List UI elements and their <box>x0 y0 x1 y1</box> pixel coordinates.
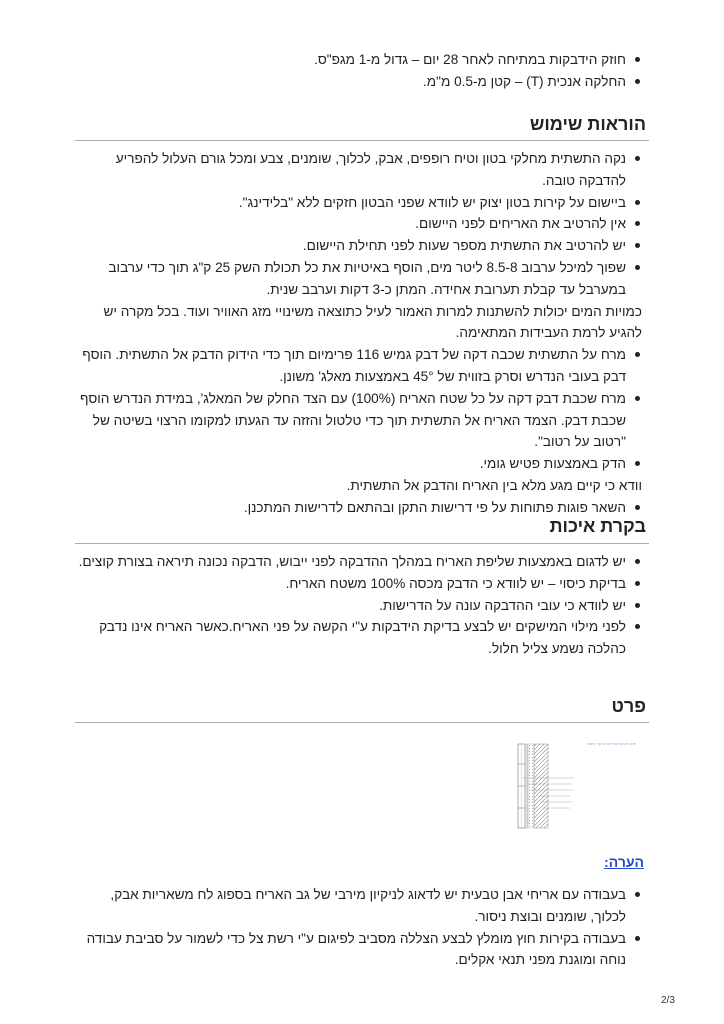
drawing-caption: פרט הדבקת אריחים על קיר חיצוני <box>586 742 636 746</box>
list-item: יש לוודא כי עובי ההדבקה עונה על הדרישות. <box>76 595 642 617</box>
usage-list <box>76 148 642 519</box>
list-item: יש להרטיב את התשתית מספר שעות לפני תחילת היישום. <box>76 235 642 257</box>
list-item-continuation: וודא כי קיים מגע מלא בין האריח והדבק אל התשתית. <box>346 477 642 493</box>
top-bullet-list <box>82 49 642 93</box>
list-item: שפוך למיכל ערבוב 8.5-8 ליטר מים, הוסף באיטיות את כל תכולת השק 25 ק"ג תוך כדי ערבוב במערבל עד קבלת תערובת אחידה. המתן כ-3 דקות וערבב שנית. <box>76 257 642 301</box>
note-list <box>76 884 642 971</box>
detail-heading: פרט <box>611 696 646 716</box>
usage-heading: הוראות שימוש <box>529 114 646 134</box>
list-item: מרח שכבת דבק דקה על כל שטח האריח (100%) עם הצד החלק של המאלג', במידת הנדרש הוסף שכבת דבק. הצמד האריח אל התשתית תוך כדי טלטול והזזה עד הגעתו למקומו הרצוי בשיטה של "רטוב על רטוב". <box>76 388 642 453</box>
list-item: מרח על התשתית שכבה דקה של דבק גמיש 116 פרימיום תוך כדי הידוק הדבק אל התשתית. הוסף דבק בעובי הנדרש וסרק בזווית של 45° באמצעות מאלג' משונן. <box>76 344 642 388</box>
section-divider <box>75 722 649 723</box>
list-item: יש לדגום באמצעות שליפת האריח במהלך ההדבקה לפני ייבוש, הדבקה נכונה תיראה בצורת קוצים. <box>76 551 642 573</box>
section-divider <box>75 140 649 141</box>
list-item-continuation: כמויות המים יכולות להשתנות למרות האמור לעיל כתוצאה משינויי מזג האוויר ועוד. בכל מקרה יש להגיע לרמת העבידות המתאימה. <box>103 303 642 341</box>
list-item: ביישום על קירות בטון יצוק יש לוודא שפני הבטון חזקים ללא "בלידינג". <box>76 192 642 214</box>
section-divider <box>75 543 649 544</box>
quality-list <box>76 551 642 660</box>
note-link[interactable]: הערה: <box>604 854 644 870</box>
list-item: נקה התשתית מחלקי בטון וטיח רופפים, אבק, לכלוך, שומנים, צבע ומכל גורם העלול להפריע להדבקה טובה. <box>76 148 642 192</box>
list-item: בעבודה בקירות חוץ מומלץ לבצע הצללה מסביב לפיגום ע"י רשת צל כדי לשמור על סביבת עבודה נוחה ומוגנת מפני תנאי אקלים. <box>76 928 642 972</box>
list-item: החלקה אנכית (T) – קטן מ-0.5 מ"מ. <box>82 71 642 93</box>
list-item: הדק באמצעות פטיש גומי. <box>76 453 642 475</box>
list-item: בדיקת כיסוי – יש לוודא כי הדבק מכסה 100% משטח האריח. <box>76 573 642 595</box>
quality-heading: בקרת איכות <box>549 516 646 536</box>
list-item: בעבודה עם אריחי אבן טבעית יש לדאוג לניקיון מירבי של גב האריח בספוג לח משאריות אבק, לכלוך, שומנים ובוצת ניסור. <box>76 884 642 928</box>
page-number: 2/3 <box>661 995 675 1006</box>
list-item: לפני מילוי המישקים יש לבצע בדיקת הידבקות ע"י הקשה על פני האריח.כאשר האריח אינו נדבק כהלכה נשמע צליל חלול. <box>76 616 642 660</box>
list-item: חוזק הידבקות במתיחה לאחר 28 יום – גדול מ-1 מגפ"ס. <box>82 49 642 71</box>
detail-drawing <box>510 738 636 830</box>
list-item: השאר פוגות פתוחות על פי דרישות התקן ובהתאם לדרישות המתכנן. <box>76 497 642 519</box>
wall-section-diagram <box>510 738 630 830</box>
list-item: אין להרטיב את האריחים לפני היישום. <box>76 213 642 235</box>
